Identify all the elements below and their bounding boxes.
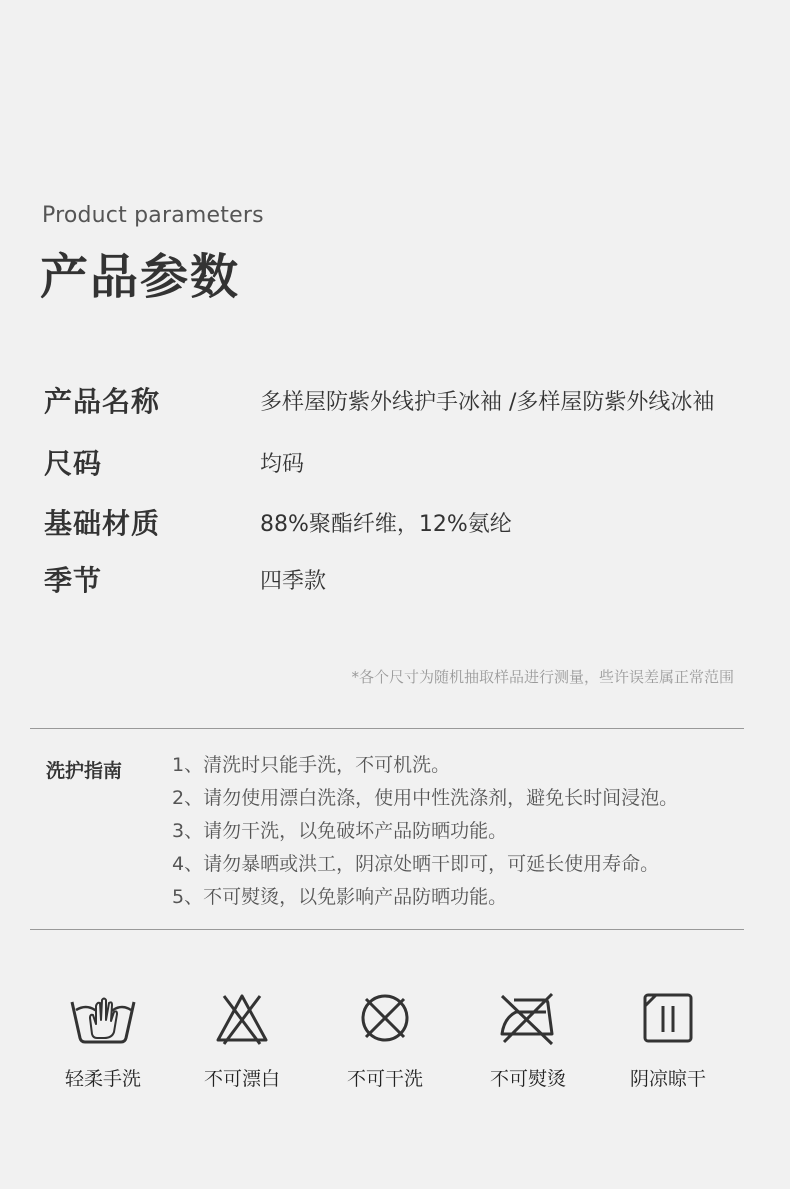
care-guide-title: 洗护指南 [46, 760, 123, 782]
care-guide-list [172, 751, 678, 916]
param-row-name [0, 380, 790, 420]
param-row-season [0, 559, 790, 599]
icon-label: 轻柔手洗 [64, 1068, 141, 1090]
param-label: 产品名称 [44, 385, 161, 418]
param-row-material [0, 502, 790, 542]
care-icon-cell [598, 988, 738, 1091]
care-item: 5、不可熨烫，以免影响产品防晒功能。 [172, 886, 508, 908]
param-value: 多样屋防紫外线护手冰袖 /多样屋防紫外线冰袖 [260, 390, 715, 415]
measurement-note: *各个尺寸为随机抽取样品进行测量，些许误差属正常范围 [351, 668, 734, 686]
param-value: 均码 [260, 452, 305, 477]
hand-wash-icon [68, 988, 138, 1048]
param-value: 88%聚酯纤维，12%氨纶 [260, 512, 512, 537]
care-item: 4、请勿暴晒或洪工，阴凉处晒干即可，可延长使用寿命。 [172, 853, 660, 875]
icon-label: 阴凉晾干 [629, 1068, 706, 1090]
divider-bottom [30, 929, 744, 930]
care-icon-cell [315, 988, 455, 1091]
no-iron-icon [496, 988, 560, 1048]
care-item: 2、请勿使用漂白洗涤，使用中性洗涤剂，避免长时间浸泡。 [172, 787, 679, 809]
param-value: 四季款 [260, 569, 327, 594]
icon-label: 不可干洗 [346, 1068, 423, 1090]
care-item: 3、请勿干洗，以免破坏产品防晒功能。 [172, 820, 508, 842]
dry-in-shade-icon [638, 988, 698, 1048]
care-icons-row [0, 988, 790, 1098]
care-icon-cell [33, 988, 173, 1091]
subtitle-en: Product parameters [42, 203, 264, 228]
care-item: 1、清洗时只能手洗，不可机洗。 [172, 754, 451, 776]
divider-top [30, 728, 744, 729]
no-bleach-icon [212, 988, 272, 1048]
no-dry-clean-icon [355, 988, 415, 1048]
param-row-size [0, 442, 790, 482]
icon-label: 不可熨烫 [489, 1068, 566, 1090]
care-icon-cell [172, 988, 312, 1091]
page-title: 产品参数 [40, 249, 241, 305]
icon-label: 不可漂白 [203, 1068, 280, 1090]
param-label: 尺码 [44, 447, 103, 480]
param-label: 基础材质 [44, 507, 161, 540]
param-label: 季节 [44, 564, 103, 597]
care-icon-cell [458, 988, 598, 1091]
